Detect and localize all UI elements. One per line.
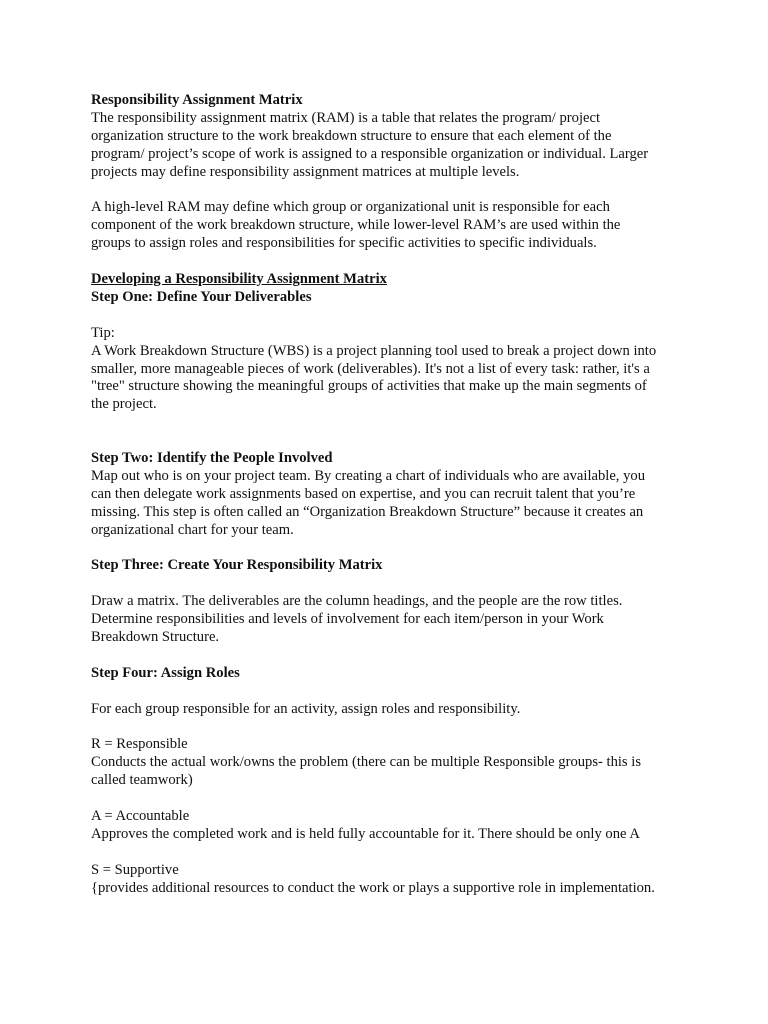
step-three-line-2: Determine responsibilities and levels of involvement for each item/person in your Work xyxy=(91,611,604,628)
role-responsible-line-1: Conducts the actual work/owns the problem (there can be multiple Responsible groups- this is xyxy=(91,754,641,771)
intro-line-4: projects may define responsibility assignment matrices at multiple levels. xyxy=(91,163,520,180)
high-level-line-1: A high-level RAM may define which group or organizational unit is responsible for each xyxy=(91,199,610,216)
step-one-heading: Step One: Define Your Deliverables xyxy=(91,288,312,305)
role-supportive-label: S = Supportive xyxy=(91,861,179,878)
role-accountable-line-1: Approves the completed work and is held fully accountable for it. There should be only one A xyxy=(91,826,640,842)
intro-line-3: program/ project’s scope of work is assigned to a responsible organization or individual. Larger xyxy=(91,145,649,162)
high-level-line-3: groups to assign roles and responsibilities for specific activities to specific individuals. xyxy=(91,235,597,252)
tip-line-3: "tree" structure showing the meaningful groups of activities that make up the main segments of xyxy=(91,378,647,395)
spacer xyxy=(91,253,691,271)
spacer xyxy=(91,182,691,200)
spacer xyxy=(91,575,691,593)
spacer xyxy=(91,647,691,665)
step-two-heading: Step Two: Identify the People Involved xyxy=(91,450,333,467)
intro-line-2: organization structure to the work breakdown structure to ensure that each element of the xyxy=(91,127,612,144)
step-three-heading: Step Three: Create Your Responsibility Matrix xyxy=(91,557,383,574)
spacer xyxy=(91,844,691,862)
spacer xyxy=(91,414,691,450)
step-three-line-1: Draw a matrix. The deliverables are the column headings, and the people are the row titles. xyxy=(91,593,623,610)
spacer xyxy=(91,790,691,808)
document-page xyxy=(91,92,691,898)
step-two-line-3: missing. This step is often called an “Organization Breakdown Structure” because it creates an xyxy=(91,503,644,520)
high-level-line-2: component of the work breakdown structure, while lower-level RAM’s are used within the xyxy=(91,217,621,234)
step-two-line-1: Map out who is on your project team. By creating a chart of individuals who are available, you xyxy=(91,467,645,484)
spacer xyxy=(91,307,691,325)
document-title: Responsibility Assignment Matrix xyxy=(91,92,303,108)
spacer xyxy=(91,683,691,701)
step-two-line-2: can then delegate work assignments based on expertise, and you can recruit talent that you’re xyxy=(91,485,636,502)
spacer xyxy=(91,719,691,737)
role-supportive-line-1: {provides additional resources to conduct the work or plays a supportive role in implementation. xyxy=(91,879,655,896)
role-responsible-line-2: called teamwork) xyxy=(91,772,193,789)
role-accountable-label: A = Accountable xyxy=(91,808,190,825)
spacer xyxy=(91,540,691,558)
step-two-line-4: organizational chart for your team. xyxy=(91,521,294,538)
step-four-heading: Step Four: Assign Roles xyxy=(91,664,240,681)
step-three-line-3: Breakdown Structure. xyxy=(91,629,220,646)
developing-heading: Developing a Responsibility Assignment Matrix xyxy=(91,271,387,288)
intro-line-1: The responsibility assignment matrix (RAM) is a table that relates the program/ project xyxy=(91,109,601,126)
tip-line-4: the project. xyxy=(91,396,157,413)
role-responsible-label: R = Responsible xyxy=(91,736,188,753)
step-four-intro: For each group responsible for an activity, assign roles and responsibility. xyxy=(91,700,521,717)
tip-label: Tip: xyxy=(91,324,115,341)
tip-line-2: smaller, more manageable pieces of work (deliverables). It's not a list of every task: rather, it's a xyxy=(91,360,650,377)
tip-line-1: A Work Breakdown Structure (WBS) is a project planning tool used to break a project down into xyxy=(91,342,657,359)
